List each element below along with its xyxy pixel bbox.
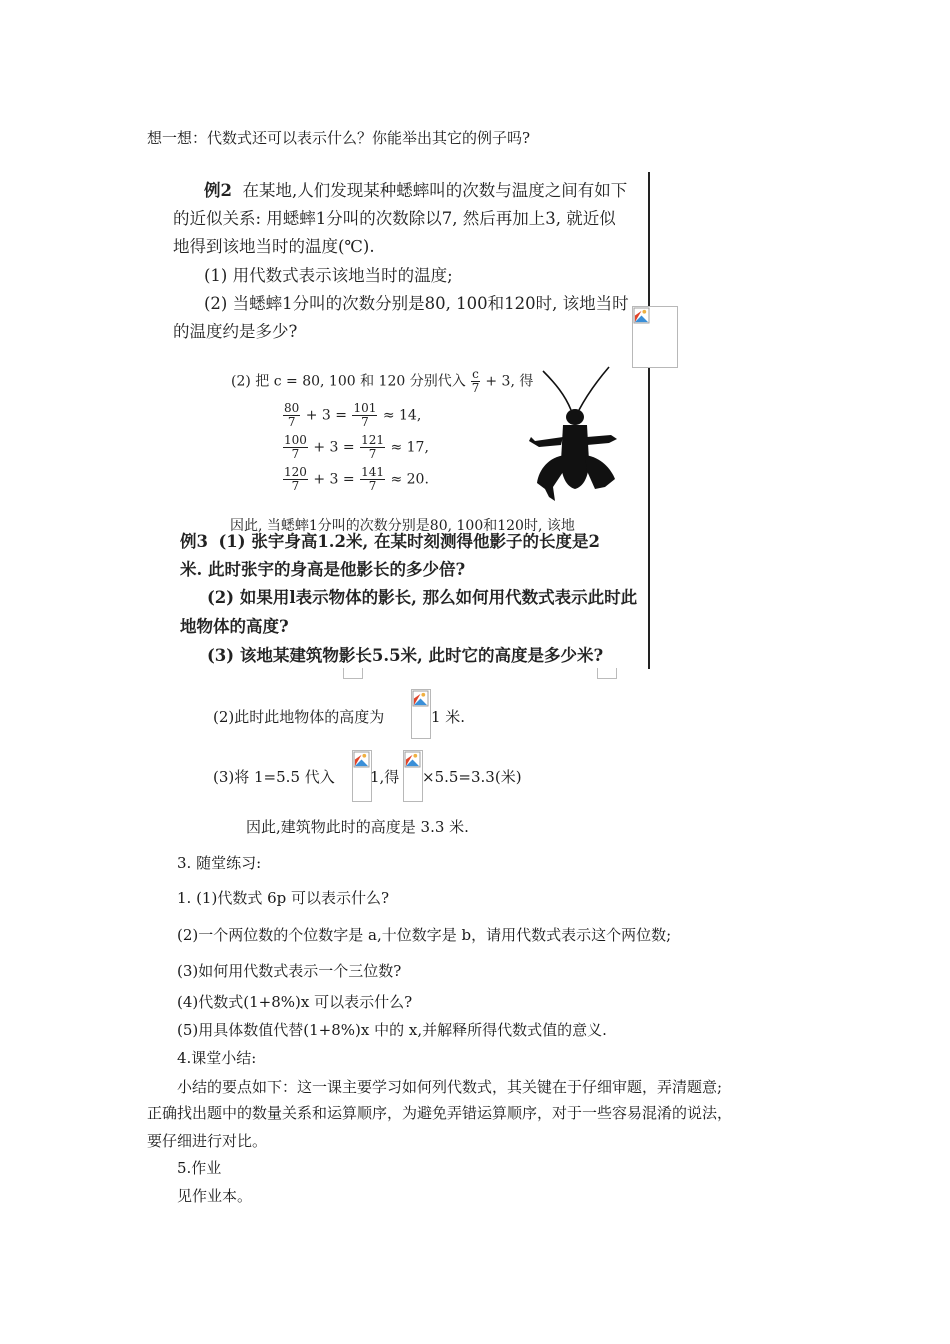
- practice-item: (4)代数式(1+8%)x 可以表示什么?: [177, 993, 413, 1011]
- practice-item: (3)如何用代数式表示一个三位数?: [177, 962, 402, 980]
- example2-solution-lead: (2) 把 c = 80, 100 和 120 分别代入: [231, 373, 466, 390]
- example3-line1: (1) 张宇身高1.2米, 在某时刻测得他影子的长度是2: [218, 532, 600, 551]
- formula-image: [403, 750, 423, 802]
- frac-numerator: c: [472, 367, 479, 381]
- example2-q2b: 的温度约是多少?: [173, 322, 298, 341]
- think-prompt: 想一想：代数式还可以表示什么？你能举出其它的例子吗?: [147, 129, 531, 147]
- solution2-text-a: (2)此时此地物体的高度为: [213, 708, 385, 726]
- image-placeholder: [632, 306, 678, 368]
- formula-image: [352, 750, 372, 802]
- homework-line: 见作业本。: [177, 1187, 253, 1205]
- solution2-text-b: 1 米.: [431, 708, 466, 726]
- practice-item: (5)用具体数值代替(1+8%)x 中的 x,并解释所得代数式值的意义.: [177, 1021, 607, 1039]
- formula-image: [411, 689, 431, 739]
- solution3-conclusion: 因此,建筑物此时的高度是 3.3 米.: [246, 818, 469, 836]
- broken-image-icon: [634, 308, 649, 323]
- practice-item: (2)一个两位数的个位数字是 a,十位数字是 b，请用代数式表示这个两位数;: [177, 926, 672, 944]
- summary-heading: 4.课堂小结:: [177, 1049, 257, 1067]
- solution3-text-c: ×5.5=3.3(米): [422, 768, 522, 786]
- example2-line1: 在某地,人们发现某种蟋蟀叫的次数与温度之间有如下: [242, 181, 628, 200]
- example2-q1: (1) 用代数式表示该地当时的温度;: [204, 266, 453, 285]
- homework-heading: 5.作业: [177, 1159, 222, 1177]
- solution3-text-a: (3)将 1=5.5 代入: [213, 768, 335, 786]
- summary-line: 小结的要点如下：这一课主要学习如何列代数式，其关键在于仔细审题，弄清题意;: [177, 1078, 723, 1096]
- summary-line: 要仔细进行对比。: [147, 1132, 268, 1150]
- example2-line3: 地得到该地当时的温度(℃).: [173, 237, 375, 256]
- example2-q2: (2) 当蟋蟀1分叫的次数分别是80, 100和120时, 该地当时: [204, 294, 629, 313]
- example3-q2b: 地物体的高度?: [180, 617, 289, 636]
- broken-image-icon: [413, 691, 428, 706]
- example2-solution-tail: + 3, 得: [485, 373, 534, 390]
- practice-item: 1. (1)代数式 6p 可以表示什么?: [177, 889, 390, 907]
- practice-heading: 3. 随堂练习:: [177, 854, 262, 872]
- broken-image-icon: [405, 752, 420, 767]
- example3-q2: (2) 如果用l表示物体的影长, 那么如何用代数式表示此时此: [207, 588, 638, 607]
- calc-row: $\frac{120}{7}$ + 3 = $\frac{141}{7}$ ≈ 20.: [284, 465, 429, 493]
- calc-row: $\frac{100}{7}$ + 3 = $\frac{121}{7}$ ≈ 17,: [284, 433, 429, 461]
- example2-label: 例2: [204, 181, 232, 200]
- solution3-text-b: 1,得: [370, 768, 400, 786]
- example2-cutoff-line: 因此, 当蟋蟀1分叫的次数分别是80, 100和120时, 该地: [230, 518, 575, 534]
- cricket-image: [525, 365, 625, 505]
- example3-line2: 米. 此时张宇的身高是他影长的多少倍?: [180, 560, 466, 579]
- example2-line2: 的近似关系: 用蟋蟀1分叫的次数除以7, 然后再加上3, 就近似: [173, 209, 616, 228]
- frac-denominator: 7: [471, 381, 480, 395]
- summary-line: 正确找出题中的数量关系和运算顺序，为避免弄错运算顺序，对于一些容易混淆的说法，: [147, 1104, 733, 1122]
- calc-row: $\frac{80}{7}$ + 3 = $\frac{101}{7}$ ≈ 14,: [284, 401, 422, 429]
- example3-label: 例3: [180, 532, 208, 551]
- broken-image-icon: [354, 752, 369, 767]
- example3-q3: (3) 该地某建筑物影长5.5米, 此时它的高度是多少米?: [207, 646, 604, 665]
